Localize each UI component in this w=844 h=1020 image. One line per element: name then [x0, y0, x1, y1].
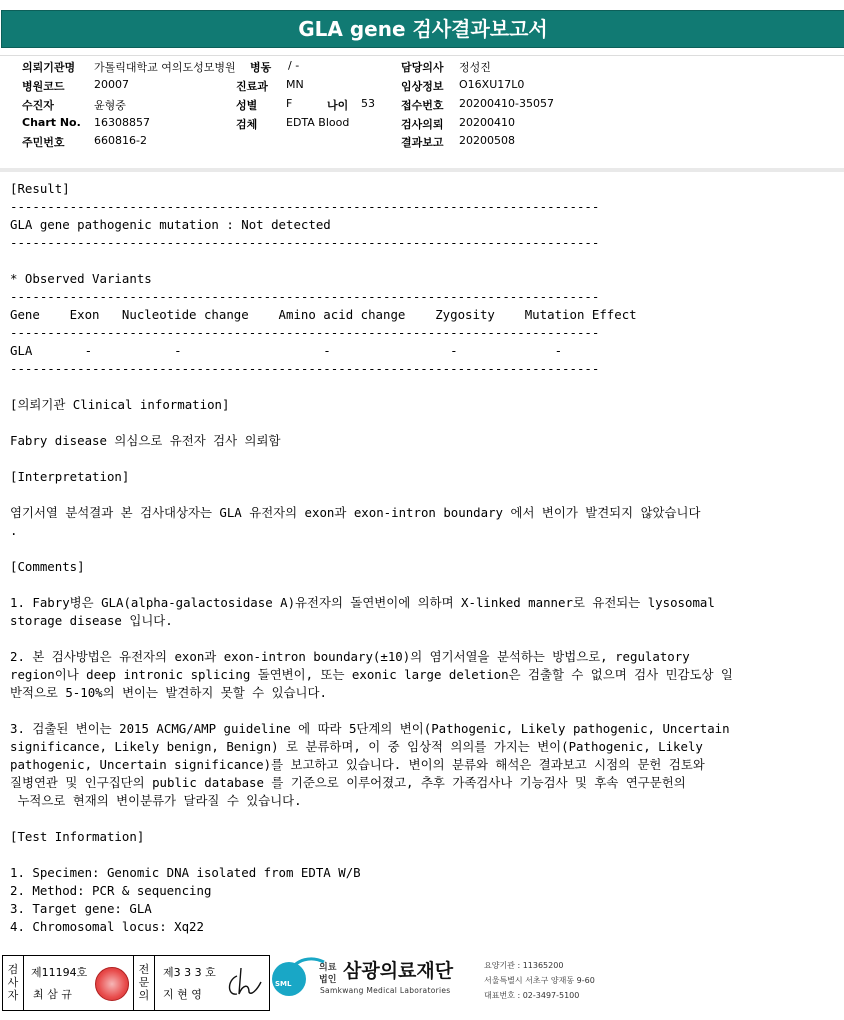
- report-line: Fabry disease 의심으로 유전자 검사 의뢰함: [10, 433, 281, 448]
- report-line: -------------------------------------------------------------------------------: [10, 325, 600, 340]
- tester-name: 최 삼 규: [33, 988, 72, 1001]
- report-date-value: 20200508: [459, 134, 515, 147]
- report-line: 3. 검출된 변이는 2015 ACMG/AMP guideline 에 따라 5단계의 변이(Pathogenic, Likely pathogenic, Uncertain: [10, 721, 730, 736]
- report-line: [Interpretation]: [10, 469, 130, 484]
- report-line: 1. Fabry병은 GLA(alpha-galactosidase A)유전자의 돌연변이에 의하며 X-linked manner로 유전되는 lysosomal: [10, 595, 715, 610]
- lab-prefix-1: 의료: [319, 963, 337, 973]
- request-value: 20200410: [459, 116, 515, 129]
- clinical-info-label: 임상정보: [401, 80, 444, 93]
- report-line: Gene Exon Nucleotide change Amino acid change Zygosity Mutation Effect: [10, 307, 637, 322]
- report-line: [Comments]: [10, 559, 85, 574]
- dept-value: MN: [286, 78, 304, 91]
- clinical-info-value: O16XU17L0: [459, 78, 525, 91]
- signature-icon: [223, 964, 263, 1002]
- ssn-value: 660816-2: [94, 134, 147, 147]
- ward-label: 병동: [250, 61, 272, 74]
- sex-label: 성별: [236, 99, 258, 112]
- institution-value: 가톨릭대학교 여의도성모병원: [94, 61, 236, 74]
- report-line: -------------------------------------------------------------------------------: [10, 361, 600, 376]
- report-line: GLA - - - - -: [10, 343, 563, 358]
- header-divider: [0, 168, 844, 172]
- title-bar: [0, 0, 844, 56]
- tester-seal-icon: [95, 967, 129, 1001]
- report-line: [의뢰기관 Clinical information]: [10, 397, 230, 412]
- patient-label: 수진자: [22, 99, 54, 112]
- doctor-label: 담당의사: [401, 61, 444, 74]
- report-line: .: [10, 523, 18, 538]
- tester-vertical-label: 검 사 자: [7, 963, 19, 1002]
- patient-value: 윤형중: [94, 99, 126, 112]
- specialist-number: 제3 3 3 호: [163, 966, 216, 979]
- receipt-label: 접수번호: [401, 99, 444, 112]
- institution-label: 의뢰기관명: [22, 61, 76, 74]
- report-line: [Result]: [10, 181, 70, 196]
- report-line: 1. Specimen: Genomic DNA isolated from EDTA W/B: [10, 865, 361, 880]
- receipt-value: 20200410-35057: [459, 97, 554, 110]
- ward-value: / -: [288, 59, 300, 72]
- lab-info-code: 요양기관 : 11365200: [484, 961, 564, 970]
- report-line: region이나 deep intronic splicing 돌연변이, 또는 exonic large deletion은 검출할 수 없으며 검사 민감도상 일: [10, 667, 733, 682]
- doctor-value: 정성진: [459, 61, 491, 74]
- report-line: 4. Chromosomal locus: Xq22: [10, 919, 204, 934]
- report-line: pathogenic, Uncertain significance)를 보고하고 있습니다. 변이의 분류와 해석은 결과보고 시점의 문헌 검토와: [10, 757, 705, 772]
- report-line: 질병연관 및 인구집단의 public database 를 기준으로 이루어졌고, 추후 가족검사나 기능검사 및 후속 연구문헌의: [10, 775, 686, 790]
- hospital-code-label: 병원코드: [22, 80, 65, 93]
- report-line: significance, Likely benign, Benign) 로 분류하며, 이 중 임상적 의의를 가지는 변이(Pathogenic, Likely: [10, 739, 703, 754]
- report-header: [0, 56, 844, 166]
- signbox-divider: [133, 956, 134, 1010]
- report-line: 반적으로 5-10%의 변이는 발견하지 못할 수 있습니다.: [10, 685, 327, 700]
- report-line: 2. Method: PCR & sequencing: [10, 883, 212, 898]
- report-line: 염기서열 분석결과 본 검사대상자는 GLA 유전자의 exon과 exon-intron boundary 에서 변이가 발견되지 않았습니다: [10, 505, 701, 520]
- lab-info-address: 서울특별시 서초구 양재동 9-60: [484, 976, 595, 985]
- chart-value: 16308857: [94, 116, 150, 129]
- signbox-divider: [154, 956, 155, 1010]
- specialist-name: 지 현 영: [163, 988, 202, 1001]
- lab-name: 삼광의료재단: [343, 960, 454, 982]
- age-value: 53: [361, 97, 375, 110]
- report-line: -------------------------------------------------------------------------------: [10, 199, 600, 214]
- report-title: GLA gene 검사결과보고서: [1, 10, 844, 48]
- age-label: 나이: [327, 99, 349, 112]
- report-line: GLA gene pathogenic mutation : Not detected: [10, 217, 331, 232]
- specialist-vertical-label: 전 문 의: [138, 963, 150, 1002]
- specimen-label: 검체: [236, 118, 258, 131]
- sex-value: F: [286, 97, 293, 110]
- dept-label: 진료과: [236, 80, 268, 93]
- chart-label: Chart No.: [22, 116, 81, 129]
- ssn-label: 주민번호: [22, 136, 65, 149]
- tester-number: 제11194호: [31, 966, 88, 979]
- lab-info-phone: 대표번호 : 02-3497-5100: [484, 991, 580, 1000]
- signature-box: [2, 955, 270, 1011]
- report-line: 2. 본 검사방법은 유전자의 exon과 exon-intron boundary(±10)의 염기서열을 분석하는 방법으로, regulatory: [10, 649, 690, 664]
- report-line: 3. Target gene: GLA: [10, 901, 152, 916]
- signbox-divider: [23, 956, 24, 1010]
- report-line: 누적으로 현재의 변이분류가 달라질 수 있습니다.: [10, 793, 302, 808]
- hospital-code-value: 20007: [94, 78, 129, 91]
- specimen-value: EDTA Blood: [286, 116, 350, 129]
- sml-logo-text: SML: [275, 980, 292, 988]
- report-footer: [0, 952, 844, 1020]
- report-date-label: 결과보고: [401, 136, 444, 149]
- request-label: 검사의뢰: [401, 118, 444, 131]
- report-line: -------------------------------------------------------------------------------: [10, 289, 600, 304]
- lab-english-name: Samkwang Medical Laboratories: [320, 986, 451, 995]
- report-line: [Test Information]: [10, 829, 145, 844]
- report-line: storage disease 입니다.: [10, 613, 173, 628]
- report-line: -------------------------------------------------------------------------------: [10, 235, 600, 250]
- lab-prefix-2: 법인: [319, 975, 337, 985]
- report-line: * Observed Variants: [10, 271, 152, 286]
